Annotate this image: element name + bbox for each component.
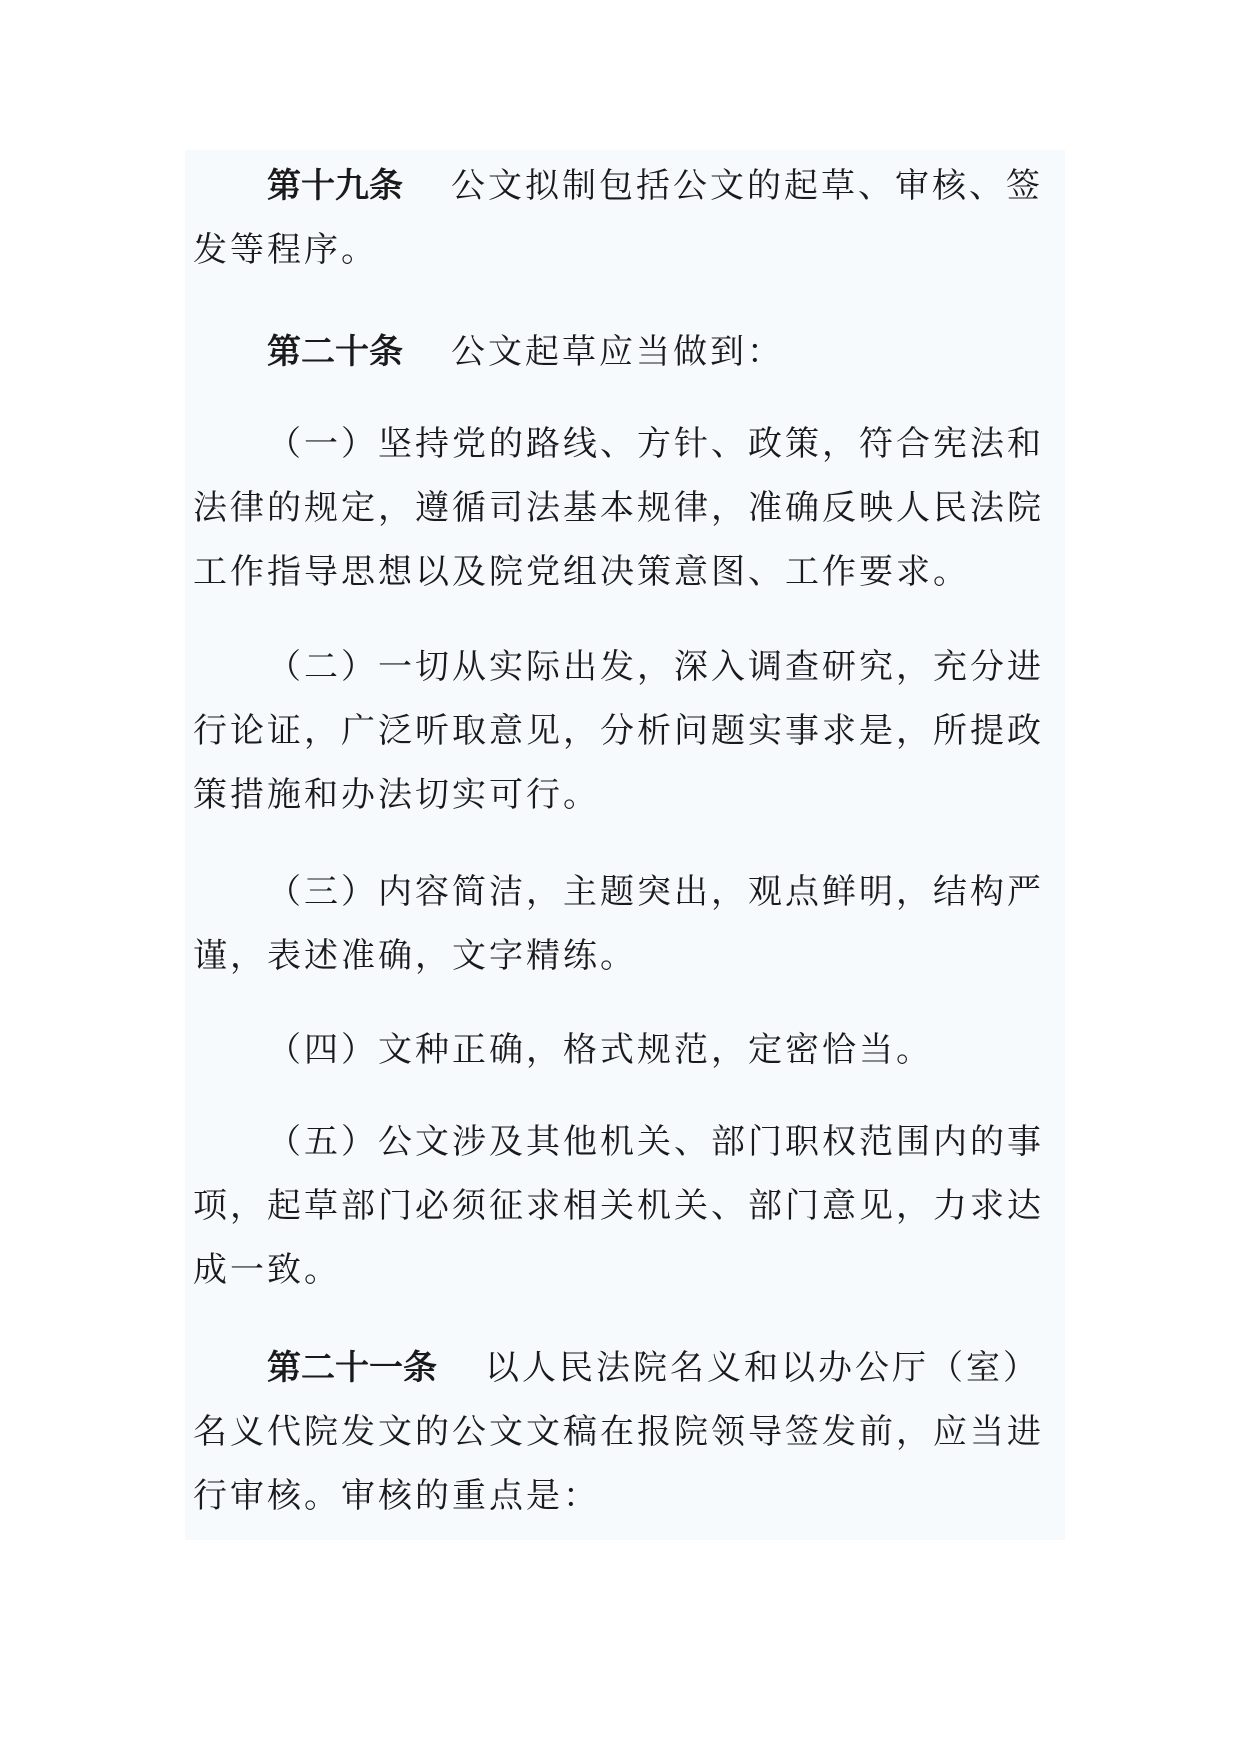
article-heading: 第十九条 [267,166,403,206]
clause-text: （五）公文涉及其他机关、部门职权范围内的事项，起草部门必须征求相关机关、部门意见，力求达成一致。 [193,1122,1044,1290]
article-heading: 第二十一条 [267,1348,437,1388]
article-19 [193,154,1065,282]
article-heading: 第二十条 [267,332,403,372]
clause-text: （四）文种正确，格式规范，定密恰当。 [267,1030,933,1070]
clause-2 [193,635,1065,827]
clause-4 [193,1018,1065,1082]
clause-5 [193,1110,1065,1302]
clause-text: （三）内容简洁，主题突出，观点鲜明，结构严谨，表述准确，文字精练。 [193,872,1044,976]
clause-text: （二）一切从实际出发，深入调查研究，充分进行论证，广泛听取意见，分析问题实事求是，所提政策措施和办法切实可行。 [193,647,1044,815]
clause-text: （一）坚持党的路线、方针、政策，符合宪法和法律的规定，遵循司法基本规律，准确反映人民法院工作指导思想以及院党组决策意图、工作要求。 [193,424,1044,592]
article-20 [193,320,1065,384]
article-text: 公文起草应当做到： [451,332,784,372]
article-21 [193,1336,1065,1528]
clause-3 [193,860,1065,988]
document-body [185,150,1065,1540]
article-text: 以人民法院名义和以办公厅（室）名义代院发文的公文文稿在报院领导签发前，应当进行审核。审核的重点是： [193,1348,1044,1516]
clause-1 [193,412,1065,604]
article-text: 公文拟制包括公文的起草、审核、签发等程序。 [193,166,1043,270]
